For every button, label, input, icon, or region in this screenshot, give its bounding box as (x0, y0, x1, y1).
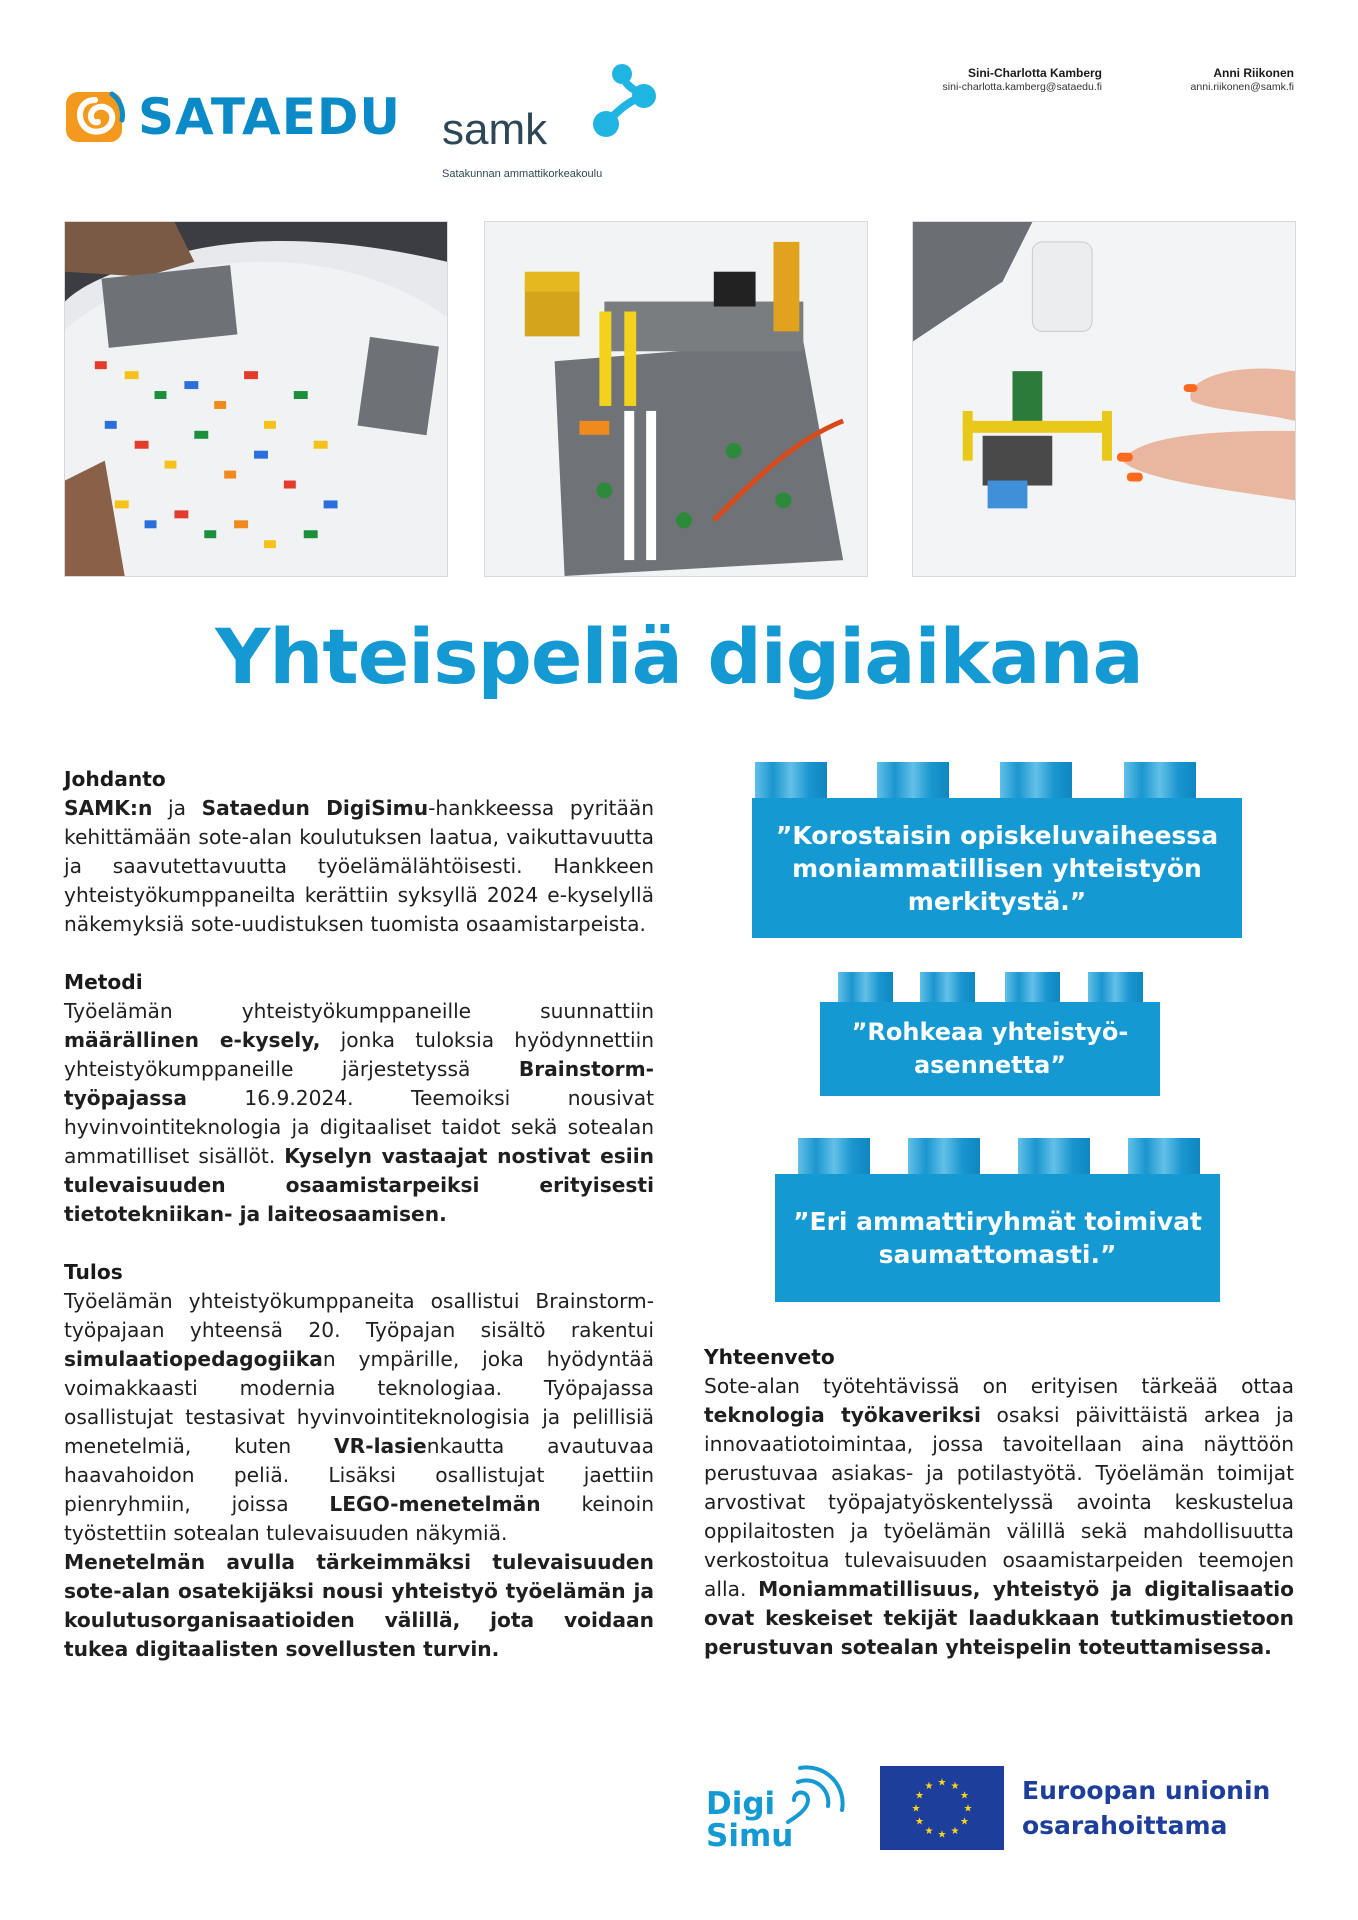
digisimu-line-2: Simu (706, 1818, 794, 1854)
eu-line-2: osarahoittama (1022, 1811, 1228, 1840)
eu-star: ★ (963, 1803, 973, 1815)
eu-star: ★ (960, 1790, 969, 1802)
bold-text: teknologia työkaveriksi (704, 1403, 981, 1427)
section-yhteenveto (704, 1343, 1294, 1662)
bold-text: SAMK:n (64, 796, 153, 820)
eu-star: ★ (950, 1781, 960, 1792)
bold-text: Kyselyn vastaajat nostivat esiin tulevaisuuden osaamistarpeiksi erityisesti tietotekniikan- ja laiteosaamisen. (64, 1144, 654, 1226)
eu-flag-icon (880, 1766, 1004, 1850)
sataedu-swirl-icon (64, 86, 126, 148)
samk-logo-text: samk (442, 105, 548, 154)
eu-star: ★ (915, 1790, 924, 1802)
poster-title: Yhteispeliä digiaikana (215, 612, 1143, 701)
bold-text: määrällinen e-kysely, (64, 1028, 321, 1052)
bold-text: LEGO-menetelmän (329, 1492, 541, 1516)
eu-star: ★ (924, 1826, 934, 1837)
section-heading: Johdanto (64, 767, 166, 791)
section-body: Työelämän yhteistyökumppaneita osallistui Brainstorm-työpajaan yhteensä 20. Työpajan sisältö rakentui simulaatiopedagogiikan ympärille, joka hyödyntää voimakkaasti modernia teknologiaa. Työpajassa osallistujat testasivat hyvinvointiteknologisia ja pelillisiä menetelmiä, kuten VR-lasienkautta avautuvaa haavahoidon peliä. Lisäksi osallistujat jaettiin pienryhmiin, joissa LEGO-menetelmän keinoin työstettiin sotealan tulevaisuuden näkymiä. (64, 1289, 654, 1545)
section-heading: Metodi (64, 970, 143, 994)
samk-subtitle: Satakunnan ammattikorkeakoulu (442, 168, 603, 180)
section-tulos (64, 1258, 654, 1664)
bold-text: VR-lasie (334, 1434, 427, 1458)
section-body: Sote-alan työtehtävissä on erityisen tärkeää ottaa teknologia työkaveriksi osaksi päivittäistä arkea ja innovaatiotoimintaa, jossa tavoitellaan aina näyttöön perustuvaa asiakas- ja potilastyötä. Työelämän toimijat arvostivat työpajatyöskentelyssä avointa keskustelua oppilaitosten ja työelämän välillä sekä mahdollisuutta verkostoitua tulevaisuuden osaamistarpeiden teemojen alla. Moniammatillisuus, yhteistyö ja digitalisaatio ovat keskeiset tekijät laadukkaan tutkimustietoon perustuvan sotealan yhteispelin toteuttamisessa. (704, 1374, 1294, 1659)
sataedu-logo (64, 86, 401, 148)
digisimu-line-1: Digi (706, 1786, 776, 1822)
author-email: sini-charlotta.kamberg@sataedu.fi (942, 81, 1102, 93)
section-heading: Yhteenveto (704, 1345, 835, 1369)
photo-lego-scene (484, 221, 868, 577)
quote-block-2 (820, 972, 1160, 1096)
eu-star: ★ (950, 1826, 960, 1837)
eu-star: ★ (960, 1816, 969, 1828)
eu-star: ★ (911, 1803, 921, 1815)
bold-text: simulaatiopedagogiika (64, 1347, 323, 1371)
samk-logo (440, 60, 660, 180)
section-body: Työelämän yhteistyökumppaneille suunnattiin määrällinen e-kysely, jonka tuloksia hyödynnettiin yhteistyökumppaneille järjestetyssä Brainstorm-työpajassa 16.9.2024. Teemoiksi nousivat hyvinvointiteknologia ja digitaaliset taidot sekä sotealan ammatilliset sisällöt. Kyselyn vastaajat nostivat esiin tulevaisuuden osaamistarpeiksi erityisesti tietotekniikan- ja laiteosaamisen. (64, 999, 655, 1226)
photo-lego-pile (64, 221, 448, 577)
section-heading: Tulos (64, 1260, 123, 1284)
photo-lego-hands (912, 221, 1296, 577)
author-name: Anni Riikonen (1213, 66, 1294, 80)
bold-text: Sataedun DigiSimu (201, 796, 429, 820)
section-metodi (64, 968, 654, 1229)
lego-studs (752, 762, 1242, 798)
quote-block-1 (752, 762, 1242, 938)
digisimu-logo (704, 1760, 844, 1860)
bold-text: Brainstorm-työpajassa (64, 1057, 654, 1110)
quote-text: ”Korostaisin opiskeluvaiheessa moniammatillisen yhteistyön merkitystä.” (752, 798, 1242, 938)
left-column (64, 765, 654, 1693)
eu-line-1: Euroopan unionin (1022, 1776, 1271, 1805)
quote-block-3 (775, 1138, 1220, 1302)
eu-funding-text (1022, 1773, 1270, 1843)
section-body: SAMK:n ja Sataedun DigiSimu-hankkeessa pyritään kehittämään sote-alan koulutuksen laatua, vaikuttavuutta ja saavutettavuutta työelämälähtöisesti. Hankkeen yhteistyökumppaneilta kerättiin syksyllä 2024 e-kyselyllä näkemyksiä sote-uudistuksen tuomista osaamistarpeista. (64, 796, 654, 936)
eu-star: ★ (924, 1781, 934, 1792)
right-column (704, 1343, 1294, 1691)
author-email: anni.riikonen@samk.fi (1190, 81, 1294, 93)
samk-dots-icon (570, 60, 660, 150)
lego-studs (820, 972, 1160, 1002)
eu-star: ★ (937, 1829, 947, 1841)
quote-text: ”Rohkeaa yhteistyö-asennetta” (820, 1002, 1160, 1096)
author-kamberg (943, 66, 1102, 93)
quote-text: ”Eri ammattiryhmät toimivat saumattomasti.” (775, 1174, 1220, 1302)
bold-text: Moniammatillisuus, yhteistyö ja digitalisaatio ovat keskeiset tekijät laadukkaan tutkimustietoon perustuvan sotealan yhteispelin toteuttamisessa. (704, 1577, 1294, 1659)
author-riikonen (1191, 66, 1294, 93)
sataedu-logo-text: SATAEDU (138, 88, 402, 146)
eu-funding (880, 1766, 1270, 1850)
eu-star: ★ (937, 1777, 947, 1789)
lego-studs (775, 1138, 1220, 1174)
section-conclusion: Menetelmän avulla tärkeimmäksi tulevaisuuden sote-alan osatekijäksi nousi yhteistyö työelämän ja koulutusorganisaatioiden välillä, jota voidaan tukea digitaalisten sovellusten turvin. (64, 1550, 654, 1661)
eu-star: ★ (915, 1816, 924, 1828)
signal-heart-icon (774, 1760, 846, 1824)
section-johdanto (64, 765, 654, 939)
author-name: Sini-Charlotta Kamberg (967, 66, 1102, 80)
